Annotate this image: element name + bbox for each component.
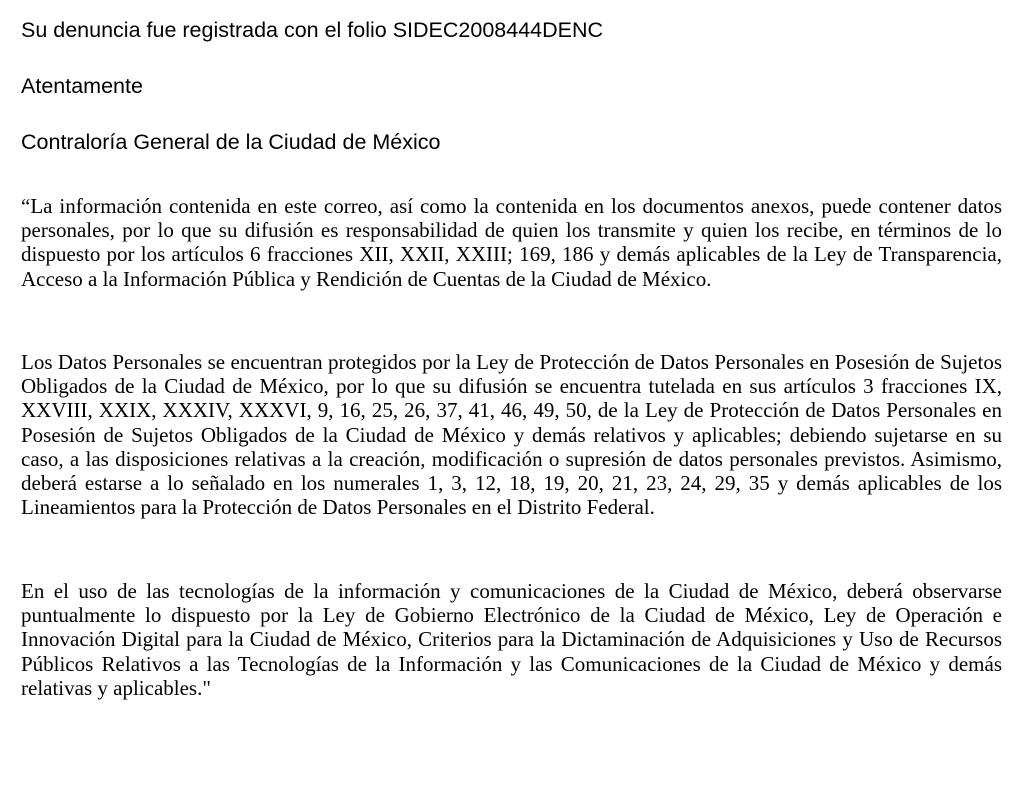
complaint-confirmation: Su denuncia fue registrada con el folio SIDEC2008444DENC	[21, 18, 604, 42]
disclaimer-paragraph-transparency: “La información contenida en este correo, así como la contenida en los documentos anexos, puede contener datos personales, por lo que su difusión es responsabilidad de quien los transmite y quien los recibe, en términos de lo dispuesto por los artículos 6 fracciones XII, XXII, XXIII; 169, 186 y demás aplicables de la Ley de Transparencia, Acceso a la Información Pública y Rendición de Cuentas de la Ciudad de México.	[21, 194, 1002, 291]
sender-organization: Contraloría General de la Ciudad de México	[21, 130, 441, 154]
disclaimer-paragraph-technology: En el uso de las tecnologías de la información y comunicaciones de la Ciudad de México, deberá observarse puntualmente lo dispuesto por la Ley de Gobierno Electrónico de la Ciudad de México, Ley de Operación e Innovación Digital para la Ciudad de México, Criterios para la Dictaminación de Adquisiciones y Uso de Recursos Públicos Relativos a las Tecnologías de la Información y las Comunicaciones de la Ciudad de México y demás relativas y aplicables."	[21, 579, 1002, 700]
disclaimer-paragraph-personal-data: Los Datos Personales se encuentran protegidos por la Ley de Protección de Datos Personales en Posesión de Sujetos Obligados de la Ciudad de México, por lo que su difusión se encuentra tutelada en sus artículos 3 fracciones IX, XXVIII, XXIX, XXXIV, XXXVI, 9, 16, 25, 26, 37, 41, 46, 49, 50, de la Ley de Protección de Datos Personales en Posesión de Sujetos Obligados de la Ciudad de México y demás relativos y aplicables; debiendo sujetarse en su caso, a las disposiciones relativas a la creación, modificación o supresión de datos personales previstos. Asimismo, deberá estarse a lo señalado en los numerales 1, 3, 12, 18, 19, 20, 21, 23, 24, 29, 35 y demás aplicables de los Lineamientos para la Protección de Datos Personales en el Distrito Federal.	[21, 350, 1002, 520]
closing-salutation: Atentamente	[21, 74, 143, 98]
